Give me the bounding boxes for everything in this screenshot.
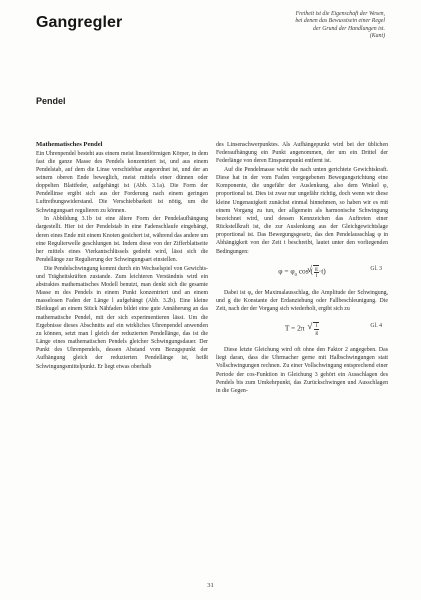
sqrt-sign [313, 265, 319, 279]
equation-function: cos [298, 266, 309, 276]
numerator: √ g [314, 265, 318, 272]
section-title: Pendel [36, 96, 66, 106]
page-number: 31 [207, 582, 214, 589]
motto-author: (Kant) [369, 33, 385, 40]
equation-label: Gl. 4 [370, 323, 382, 330]
equation-lhs: T = 2π [284, 323, 305, 333]
paragraph: Diese letzte Gleichung wird oft ohne den Faktor 2 angegeben. Das liegt daran, dass die Uhrmacher gerne mit Halbschwingungen statt Vollschwingungen rechnen. Zu einer Vollschwingung entsprechend einer Periode der cos-Funktion in Gleichung 3 gehört ein Ausschlagen des Pendels bis zum Umkehrpunkt, das Zurückschwingen und Ausschlagen in die Gegen- [216, 347, 388, 394]
motto-quote [247, 11, 385, 41]
equation-3 [216, 257, 388, 287]
subsection-heading: Mathematisches Pendel [36, 141, 103, 148]
paragraph: Dabei ist φ₀ der Maximalausschlag, die Amplitude der Schwingung, und g die Konstante der Erdanziehung oder Fallbeschleunigung. Die Zeit, nach der der Vorgang sich wiederholt, ergibt sich zu [216, 289, 388, 312]
equation-4 [216, 314, 388, 344]
fraction [314, 323, 319, 336]
equation-subscript: 0 [294, 271, 297, 277]
paragraph: Ein Uhrenpendel besteht aus einem meist linsenförmigen Körper, in dem fast die ganze Masse des Pendels konzentriert ist, und aus einem Pendelstab, auf dem die Linse verschiebbar angeordnet ist, und der an seinem oberen Ende beweglich, meist mittels einer dünnen oder doppelten Blattfeder, aufgehängt ist (Abb. 3.1a). Die Form der Pendellinse ergibt sich aus der Forderung nach einem geringen Luftreibungswiderstand. Die Verschiebbarkeit ist nötig, um die Schwingungsart regulieren zu können. [36, 150, 208, 214]
paragraph: In Abbildung 3.1b ist eine ältere Form der Pendelaufhängung dargestellt. Hier ist der Pendelstab in eine Fadenschlaufe eingehängt, deren eines Ende mit einem Knoten gesichert ist, während das andere um eine Regulierwelle geschlungen ist. Indem diese von der Zifferblattseite her mittels eines Vierkantschlüssels gedreht wird, lässt sich die Pendellänge zur Regulierung der Schwingungsart einstellen. [36, 216, 208, 264]
numerator: √ l [315, 323, 318, 330]
sqrt-sign [313, 322, 319, 336]
equation-label: Gl. 3 [370, 265, 382, 272]
denominator: g [315, 330, 319, 337]
paragraph: des Linsenschwerpunktes. Als Aufhängepunkt wird bei der üblichen Federaufhängung ein Punkt angenommen, der um ein Drittel der Federlänge von deren Einspannpunkt entfernt ist. [216, 142, 388, 165]
fraction [314, 266, 319, 279]
equation-lhs: φ = φ [278, 266, 295, 276]
motto-line: der Grund der Handlungen ist. [313, 25, 385, 32]
equation-expression: $\varphi = \varphi_0$ cos ( √ $\frac{g}{l}$ ·t) [216, 265, 388, 279]
motto-line: Freiheit ist die Eigenschaft der Wesen, [295, 11, 385, 17]
paragraph: Auf die Pendelmasse wirkt die nach unten gerichtete Gewichtskraft. Diese hat in der vom Faden vorgegebenen Bewegungsrichtung eine Komponente, die ungefähr der Auslenkung, also dem Winkel φ, proportional ist. Dies ist zwar nur ungefähr richtig, doch wenn wir diese kleine Ungenauigkeit zunächst einmal hinnehmen, so haben wir es mit einem Vorgang zu tun, der allgemein als harmonische Schwingung bezeichnet wird, und dessen Kennzeichen das Auftreten einer Rückstellkraft ist, die zur Auslenkung aus der Gleichgewichtslage proportional ist. Das Bewegungsgesetz, das den Pendelausschlag φ in Abhängigkeit von der Zeit t beschreibt, lautet unter den vorliegenden Bedingungen: [216, 166, 388, 255]
motto-line: bei denen das Bewusstsein einer Regel [295, 18, 385, 25]
left-column [36, 141, 208, 371]
page-title: Gangregler [36, 14, 123, 31]
paragraph: Die Pendelschwingung kommt durch ein Wechselspiel von Gewichts- und Trägheitskräften zustande. Zum leichteren Verständnis wird ein abstraktes mathematisches Modell benutzt, man denkt sich die gesamte Masse m des Pendels in einem Punkt konzentriert und an einem masselosen Faden der Länge l aufgehängt (Abb. 3.2b). Eine kleine Bleikugel an einem Stück Nähfaden bildet eine gute Annäherung an das mathematische Pendel, mit der sich experimentieren lässt. Um die Ergebnisse dieses Abschnitts auf ein wirkliches Uhrenpendel anwenden zu können, setzt man l gleich der reduzierten Pendellänge, das ist die Länge eines mathematischen Pendels gleicher Schwingungsdauer. Der Punkt des Uhrenpendels, dessen Abstand vom Bezugspunkt der Aufhängung gleich der reduzierten Pendellänge ist, heißt Schwingungsmittelpunkt. Er liegt etwas oberhalb [36, 265, 208, 370]
right-column [216, 141, 388, 396]
denominator: l [315, 272, 318, 279]
equation-variable: t [321, 266, 324, 276]
equation-expression [216, 322, 388, 336]
